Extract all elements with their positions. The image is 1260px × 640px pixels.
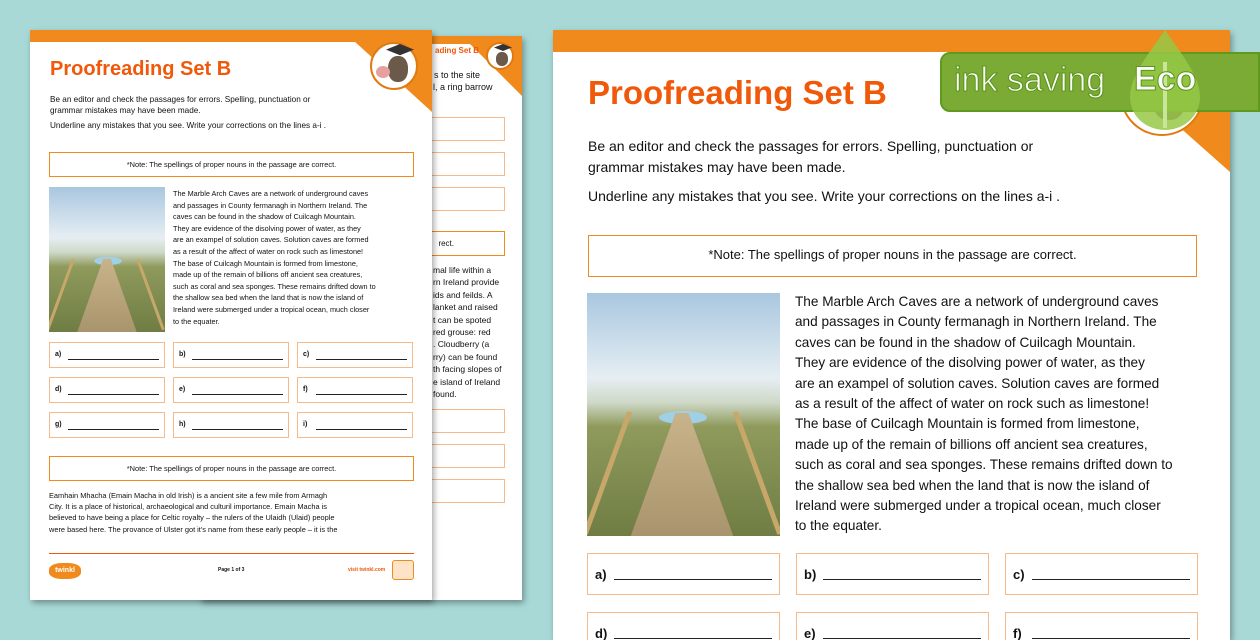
back-passage xyxy=(433,264,502,400)
twinkl-badge-icon xyxy=(392,560,414,580)
answer-label: a) xyxy=(55,351,62,358)
answer-line[interactable] xyxy=(316,394,407,395)
answer-box-d[interactable] xyxy=(49,377,165,403)
answer-line[interactable] xyxy=(316,429,407,430)
passage-1 xyxy=(173,188,376,327)
mascot-logo xyxy=(486,42,514,70)
note-text: *Note: The spellings of proper nouns in the passage are correct. xyxy=(126,160,337,169)
passage-line: made up of the remain of billions off ancient sea creatures, xyxy=(795,436,1148,452)
back-text: t can be spoted xyxy=(433,314,492,325)
back-text: lanket and raised xyxy=(433,302,498,313)
answer-line[interactable] xyxy=(68,394,159,395)
back-text: e island of Ireland xyxy=(433,376,501,387)
answer-box-a[interactable] xyxy=(587,553,780,595)
eco-label: Eco xyxy=(1134,60,1197,98)
answer-box-a[interactable] xyxy=(49,342,165,368)
answer-line[interactable] xyxy=(192,429,283,430)
answer-label: g) xyxy=(55,421,62,428)
worksheet-page-large xyxy=(553,30,1230,640)
back-text: rry) can be found xyxy=(433,351,498,362)
note-text: *Note: The spellings of proper nouns in the passage are correct. xyxy=(708,247,1077,262)
caves-photo xyxy=(587,293,780,536)
answer-line[interactable] xyxy=(68,429,159,430)
answer-box-e[interactable] xyxy=(796,612,989,640)
passage-line: are an exampel of solution caves. Solution caves are formed xyxy=(795,375,1160,391)
answer-label: e) xyxy=(804,626,816,640)
instructions-line: Underline any mistakes that you see. Write your corrections on the lines a-i . xyxy=(588,188,1061,204)
answer-label: i) xyxy=(303,421,308,428)
answer-line[interactable] xyxy=(614,579,772,580)
footer-line xyxy=(49,553,414,554)
answer-label: f) xyxy=(1013,626,1022,640)
twinkl-logo: twinkl xyxy=(49,563,81,579)
instructions-line: Be an editor and check the passages for errors. Spelling, punctuation or xyxy=(50,95,311,104)
back-text: ids and feilds. A xyxy=(433,289,493,300)
passage-line: such as coral and sea sponges. These remains drifted down to xyxy=(173,281,376,291)
passage-line: to the equater. xyxy=(173,316,220,326)
answer-box-b[interactable] xyxy=(796,553,989,595)
answer-label: e) xyxy=(179,386,186,393)
passage-line: Ireland were submerged under a tropical ocean, much closer xyxy=(173,304,370,314)
answer-box-c[interactable] xyxy=(297,342,413,368)
answer-label: b) xyxy=(804,567,817,582)
passage-line: to the equater. xyxy=(795,518,882,534)
answer-line[interactable] xyxy=(192,394,283,395)
page-title: Proofreading Set B xyxy=(588,74,887,111)
back-text: th facing slopes of xyxy=(433,364,502,375)
passage-line: They are evidence of the disolving power of water, as they xyxy=(173,223,361,233)
passage-line: believed to have being a place for Celtic royalty – the rulers of the Ulaidh (Ulaid) people xyxy=(49,513,335,523)
answer-line[interactable] xyxy=(1032,579,1190,580)
passage-2 xyxy=(49,490,337,535)
answer-line[interactable] xyxy=(823,638,981,639)
passage-line: were based here. The provance of Ulster got it's name from these early people – it is the xyxy=(49,524,338,534)
passage-line: caves can be found in the shadow of Cuilcagh Mountain. xyxy=(795,334,1136,350)
back-text: mal life within a xyxy=(433,265,492,275)
passage-line: They are evidence of the disolving power of water, as they xyxy=(795,355,1145,371)
worksheet-page-small xyxy=(30,30,432,600)
passage-line: as a result of the affect of water on rock such as limestone! xyxy=(173,246,364,256)
back-text: found. xyxy=(433,389,457,400)
answer-line[interactable] xyxy=(316,359,407,360)
answer-label: c) xyxy=(1013,567,1025,582)
answer-box-h[interactable] xyxy=(173,412,289,438)
answer-line[interactable] xyxy=(68,359,159,360)
answer-label: a) xyxy=(595,567,607,582)
passage-line: and passages in County fermanagh in Northern Ireland. The xyxy=(795,314,1157,330)
passage-line: such as coral and sea sponges. These remains drifted down to xyxy=(795,457,1173,473)
passage-line: caves can be found in the shadow of Cuilcagh Mountain. xyxy=(173,212,356,222)
passage-line: made up of the remain of billions off ancient sea creatures, xyxy=(173,270,363,280)
note-text: *Note: The spellings of proper nouns in the passage are correct. xyxy=(126,464,337,473)
back-note-text: rect. xyxy=(438,239,454,248)
answer-line[interactable] xyxy=(823,579,981,580)
answer-label: f) xyxy=(303,386,308,393)
page-title: Proofreading Set B xyxy=(50,58,232,80)
ink-saving-badge xyxy=(940,52,1260,112)
note-box xyxy=(588,235,1197,277)
back-text: s to the site xyxy=(434,70,481,80)
answer-box-d[interactable] xyxy=(587,612,780,640)
answer-box-c[interactable] xyxy=(1005,553,1198,595)
twinkl-link[interactable]: visit twinkl.com xyxy=(348,567,386,573)
passage-line: The base of Cuilcagh Mountain is formed from limestone, xyxy=(173,258,358,268)
answer-label: h) xyxy=(179,421,186,428)
answer-box-f[interactable] xyxy=(297,377,413,403)
back-text: l, a ring barrow xyxy=(433,82,493,92)
caves-photo xyxy=(49,187,165,332)
passage-line: Ireland were submerged under a tropical ocean, much closer xyxy=(795,498,1161,514)
answer-label: d) xyxy=(55,386,62,393)
answer-line[interactable] xyxy=(192,359,283,360)
passage-line: as a result of the affect of water on rock such as limestone! xyxy=(795,396,1150,412)
passage-line: the shallow sea bed when the land that is now the island of xyxy=(795,477,1150,493)
passage-line: The base of Cuilcagh Mountain is formed from limestone, xyxy=(795,416,1140,432)
page-number: Page 1 of 3 xyxy=(218,567,245,573)
back-title: ading Set B xyxy=(435,46,480,55)
answer-label: b) xyxy=(179,351,186,358)
passage-line: are an exampel of solution caves. Solution caves are formed xyxy=(173,235,369,245)
passage-line: the shallow sea bed when the land that is now the island of xyxy=(173,293,364,303)
answer-label: c) xyxy=(303,351,310,358)
passage-line: and passages in County fermanagh in Northern Ireland. The xyxy=(173,200,368,210)
answer-box-e[interactable] xyxy=(173,377,289,403)
answer-line[interactable] xyxy=(1032,638,1190,639)
instructions-line: grammar mistakes may have been made. xyxy=(50,106,201,115)
instructions xyxy=(50,94,326,131)
passage-line: The Marble Arch Caves are a network of underground caves xyxy=(795,294,1159,309)
mascot-logo xyxy=(370,42,418,90)
answer-box-b[interactable] xyxy=(173,342,289,368)
answer-label: d) xyxy=(595,626,608,640)
back-text: . Cloudberry (a xyxy=(433,339,490,350)
answer-box-g[interactable] xyxy=(49,412,165,438)
instructions-line: grammar mistakes may have been made. xyxy=(588,159,846,175)
instructions-line: Be an editor and check the passages for errors. Spelling, punctuation or xyxy=(588,138,1034,154)
back-text: rn Ireland provide xyxy=(433,277,500,288)
note-box xyxy=(49,152,414,177)
passage-line: The Marble Arch Caves are a network of underground caves xyxy=(173,189,369,198)
answer-line[interactable] xyxy=(614,638,772,639)
passage-line: Eamhain Mhacha (Emain Macha in old Irish) is a ancient site a few mile from Armagh xyxy=(49,491,328,500)
passage-1 xyxy=(795,292,1173,537)
ink-saving-label: ink saving xyxy=(954,61,1106,99)
back-text: red grouse: red xyxy=(433,327,491,338)
instructions-line: Underline any mistakes that you see. Write your corrections on the lines a-i . xyxy=(50,121,327,130)
instructions xyxy=(588,136,1060,207)
note-box xyxy=(49,456,414,481)
answer-box-f[interactable] xyxy=(1005,612,1198,640)
answer-box-i[interactable] xyxy=(297,412,413,438)
passage-line: City. It is a place of historical, archaeological and culturil importance. Emain Macha is xyxy=(49,502,327,512)
